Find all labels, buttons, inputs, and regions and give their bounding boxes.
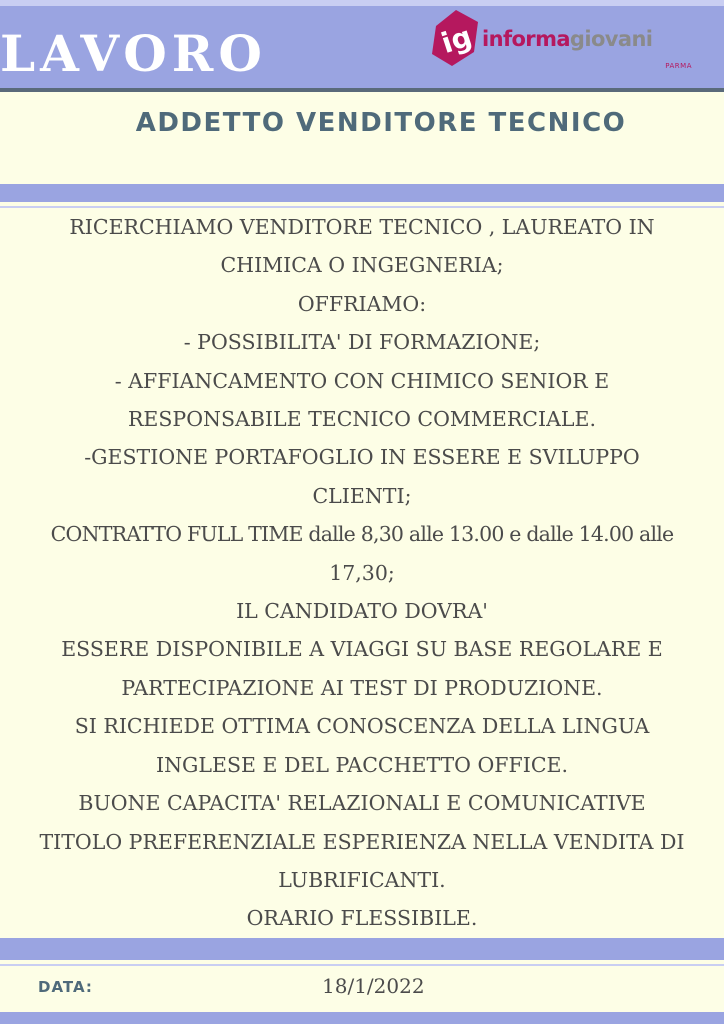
divider-thin-bottom — [0, 964, 724, 966]
section-title: LAVORO — [0, 24, 267, 83]
header-top-strip — [0, 0, 724, 6]
description-line: PARTECIPAZIONE AI TEST DI PRODUZIONE. — [121, 675, 603, 700]
description-line: TITOLO PREFERENZIALE ESPERIENZA NELLA VENDITA DI — [39, 829, 685, 854]
description-line: CHIMICA O INGEGNERIA; — [220, 253, 504, 278]
description-line: BUONE CAPACITA' RELAZIONALI E COMUNICATIVE — [78, 791, 646, 816]
description-line: LUBRIFICANTI. — [278, 867, 446, 892]
logo-city: PARMA — [665, 62, 692, 70]
description-line: OFFRIAMO: — [297, 291, 427, 316]
logo-brand-part2: giovani — [569, 27, 653, 51]
informagiovani-logo — [428, 8, 708, 76]
job-description — [0, 208, 724, 938]
date-value: 18/1/2022 — [322, 974, 425, 998]
divider-band-bottom — [0, 938, 724, 960]
job-title: ADDETTO VENDITORE TECNICO — [135, 108, 627, 138]
description-line: ESSERE DISPONIBILE A VIAGGI SU BASE REGOLARE E — [61, 637, 663, 662]
description-line: INGLESE E DEL PACCHETTO OFFICE. — [155, 752, 569, 777]
description-line: 17,30; — [329, 560, 395, 585]
logo-brand-part1: informa — [482, 27, 570, 51]
description-line: - POSSIBILITA' DI FORMAZIONE; — [183, 330, 541, 355]
description-line: -GESTIONE PORTAFOGLIO IN ESSERE E SVILUPPO — [84, 445, 640, 470]
description-line: CONTRATTO FULL TIME dalle 8,30 alle 13.00 e dalle 14.00 alle — [50, 522, 674, 547]
logo-wordmark — [482, 27, 652, 51]
informagiovani-logo-icon — [428, 8, 480, 68]
date-label: DATA: — [38, 978, 93, 996]
description-line: RESPONSABILE TECNICO COMMERCIALE. — [127, 407, 596, 432]
description-line: SI RICHIEDE OTTIMA CONOSCENZA DELLA LINGUA — [74, 714, 650, 739]
description-line: - AFFIANCAMENTO CON CHIMICO SENIOR E — [114, 368, 610, 393]
divider-band-top — [0, 184, 724, 202]
description-line: CLIENTI; — [312, 483, 412, 508]
description-line: IL CANDIDATO DOVRA' — [236, 599, 488, 624]
logo-mark-letters: ig — [437, 19, 476, 61]
description-line: ORARIO FLESSIBILE. — [246, 906, 478, 931]
description-line: RICERCHIAMO VENDITORE TECNICO , LAUREATO IN — [69, 215, 655, 239]
footer-band — [0, 1012, 724, 1024]
